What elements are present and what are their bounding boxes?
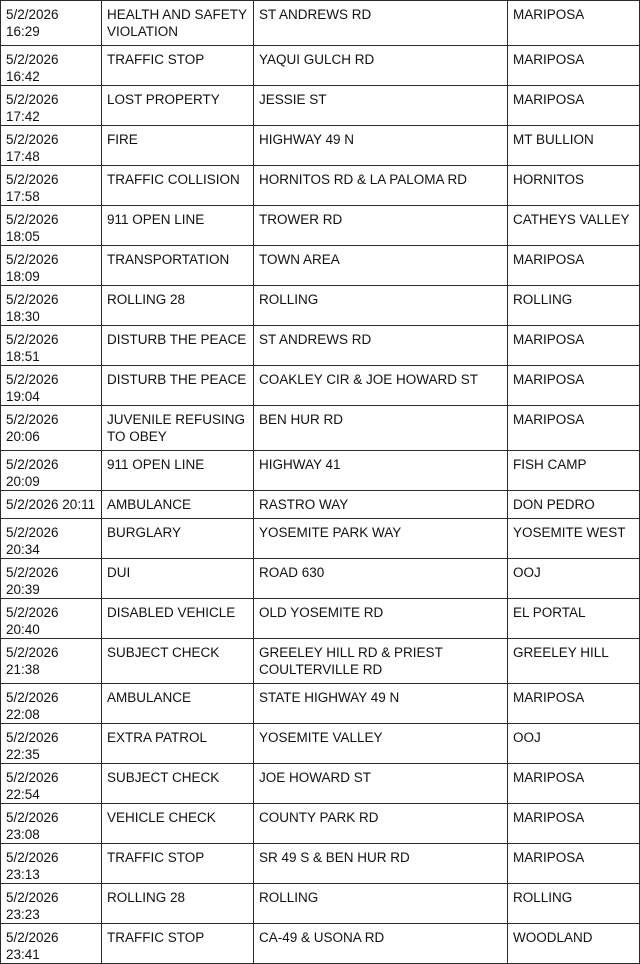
incident-area-cell: FISH CAMP xyxy=(508,451,640,491)
incident-area-cell: MARIPOSA xyxy=(508,684,640,724)
incident-area-cell: MARIPOSA xyxy=(508,406,640,451)
incident-location-cell: CA-49 & USONA RD xyxy=(254,924,508,964)
incident-location-cell: ST ANDREWS RD xyxy=(254,1,508,46)
incident-area-cell: MARIPOSA xyxy=(508,1,640,46)
incident-location-cell: HORNITOS RD & LA PALOMA RD xyxy=(254,166,508,206)
table-row xyxy=(1,924,640,964)
table-row xyxy=(1,366,640,406)
incident-datetime-cell: 5/2/2026 17:58 xyxy=(1,166,102,206)
incident-datetime-cell: 5/2/2026 23:23 xyxy=(1,884,102,924)
incident-datetime-cell: 5/2/2026 18:09 xyxy=(1,246,102,286)
incident-type-cell: DISTURB THE PEACE xyxy=(102,366,254,406)
table-row xyxy=(1,451,640,491)
incident-area-cell: CATHEYS VALLEY xyxy=(508,206,640,246)
table-row xyxy=(1,559,640,599)
incident-log-body xyxy=(1,1,640,964)
incident-type-cell: LOST PROPERTY xyxy=(102,86,254,126)
incident-type-cell: JUVENILE REFUSING TO OBEY xyxy=(102,406,254,451)
incident-area-cell: MARIPOSA xyxy=(508,804,640,844)
incident-datetime-cell: 5/2/2026 20:34 xyxy=(1,519,102,559)
incident-area-cell: MARIPOSA xyxy=(508,366,640,406)
incident-type-cell: EXTRA PATROL xyxy=(102,724,254,764)
incident-location-cell: GREELEY HILL RD & PRIEST COULTERVILLE RD xyxy=(254,639,508,684)
incident-type-cell: ROLLING 28 xyxy=(102,286,254,326)
incident-location-cell: COUNTY PARK RD xyxy=(254,804,508,844)
incident-location-cell: ROLLING xyxy=(254,884,508,924)
incident-type-cell: FIRE xyxy=(102,126,254,166)
incident-location-cell: STATE HIGHWAY 49 N xyxy=(254,684,508,724)
incident-datetime-cell: 5/2/2026 19:04 xyxy=(1,366,102,406)
table-row xyxy=(1,126,640,166)
incident-type-cell: VEHICLE CHECK xyxy=(102,804,254,844)
incident-area-cell: MARIPOSA xyxy=(508,326,640,366)
incident-datetime-cell: 5/2/2026 21:38 xyxy=(1,639,102,684)
incident-datetime-cell: 5/2/2026 20:06 xyxy=(1,406,102,451)
incident-area-cell: ROLLING xyxy=(508,286,640,326)
incident-datetime-cell: 5/2/2026 22:35 xyxy=(1,724,102,764)
incident-location-cell: SR 49 S & BEN HUR RD xyxy=(254,844,508,884)
incident-area-cell: GREELEY HILL xyxy=(508,639,640,684)
table-row xyxy=(1,599,640,639)
incident-type-cell: ROLLING 28 xyxy=(102,884,254,924)
table-row xyxy=(1,326,640,366)
incident-datetime-cell: 5/2/2026 16:29 xyxy=(1,1,102,46)
incident-type-cell: AMBULANCE xyxy=(102,491,254,519)
incident-type-cell: TRAFFIC COLLISION xyxy=(102,166,254,206)
table-row xyxy=(1,491,640,519)
incident-datetime-cell: 5/2/2026 22:54 xyxy=(1,764,102,804)
incident-type-cell: TRAFFIC STOP xyxy=(102,924,254,964)
incident-type-cell: SUBJECT CHECK xyxy=(102,639,254,684)
table-row xyxy=(1,1,640,46)
incident-datetime-cell: 5/2/2026 18:05 xyxy=(1,206,102,246)
table-row xyxy=(1,286,640,326)
incident-location-cell: YOSEMITE PARK WAY xyxy=(254,519,508,559)
incident-location-cell: HIGHWAY 41 xyxy=(254,451,508,491)
incident-type-cell: BURGLARY xyxy=(102,519,254,559)
table-row xyxy=(1,764,640,804)
incident-datetime-cell: 5/2/2026 18:30 xyxy=(1,286,102,326)
incident-area-cell: MARIPOSA xyxy=(508,46,640,86)
incident-location-cell: ROAD 630 xyxy=(254,559,508,599)
incident-datetime-cell: 5/2/2026 20:11 xyxy=(1,491,102,519)
incident-datetime-cell: 5/2/2026 18:51 xyxy=(1,326,102,366)
incident-location-cell: JESSIE ST xyxy=(254,86,508,126)
incident-type-cell: 911 OPEN LINE xyxy=(102,206,254,246)
incident-datetime-cell: 5/2/2026 17:42 xyxy=(1,86,102,126)
incident-location-cell: JOE HOWARD ST xyxy=(254,764,508,804)
incident-type-cell: 911 OPEN LINE xyxy=(102,451,254,491)
table-row xyxy=(1,46,640,86)
incident-area-cell: OOJ xyxy=(508,724,640,764)
incident-area-cell: WOODLAND xyxy=(508,924,640,964)
table-row xyxy=(1,406,640,451)
table-row xyxy=(1,206,640,246)
table-row xyxy=(1,684,640,724)
incident-area-cell: HORNITOS xyxy=(508,166,640,206)
incident-datetime-cell: 5/2/2026 16:42 xyxy=(1,46,102,86)
table-row xyxy=(1,246,640,286)
incident-datetime-cell: 5/2/2026 17:48 xyxy=(1,126,102,166)
table-row xyxy=(1,804,640,844)
incident-area-cell: ROLLING xyxy=(508,884,640,924)
incident-datetime-cell: 5/2/2026 23:13 xyxy=(1,844,102,884)
incident-area-cell: MARIPOSA xyxy=(508,764,640,804)
table-row xyxy=(1,639,640,684)
incident-area-cell: MARIPOSA xyxy=(508,844,640,884)
incident-datetime-cell: 5/2/2026 23:41 xyxy=(1,924,102,964)
incident-location-cell: OLD YOSEMITE RD xyxy=(254,599,508,639)
table-row xyxy=(1,724,640,764)
incident-location-cell: YOSEMITE VALLEY xyxy=(254,724,508,764)
incident-location-cell: BEN HUR RD xyxy=(254,406,508,451)
incident-area-cell: MT BULLION xyxy=(508,126,640,166)
incident-location-cell: TROWER RD xyxy=(254,206,508,246)
incident-location-cell: COAKLEY CIR & JOE HOWARD ST xyxy=(254,366,508,406)
incident-type-cell: TRAFFIC STOP xyxy=(102,844,254,884)
incident-area-cell: OOJ xyxy=(508,559,640,599)
incident-type-cell: DUI xyxy=(102,559,254,599)
incident-type-cell: TRANSPORTATION xyxy=(102,246,254,286)
table-row xyxy=(1,844,640,884)
incident-area-cell: MARIPOSA xyxy=(508,246,640,286)
incident-area-cell: YOSEMITE WEST xyxy=(508,519,640,559)
incident-type-cell: TRAFFIC STOP xyxy=(102,46,254,86)
incident-type-cell: DISTURB THE PEACE xyxy=(102,326,254,366)
incident-type-cell: HEALTH AND SAFETY VIOLATION xyxy=(102,1,254,46)
table-row xyxy=(1,519,640,559)
incident-area-cell: DON PEDRO xyxy=(508,491,640,519)
incident-datetime-cell: 5/2/2026 22:08 xyxy=(1,684,102,724)
incident-location-cell: HIGHWAY 49 N xyxy=(254,126,508,166)
incident-datetime-cell: 5/2/2026 20:40 xyxy=(1,599,102,639)
incident-area-cell: EL PORTAL xyxy=(508,599,640,639)
incident-location-cell: TOWN AREA xyxy=(254,246,508,286)
incident-location-cell: RASTRO WAY xyxy=(254,491,508,519)
incident-type-cell: SUBJECT CHECK xyxy=(102,764,254,804)
incident-location-cell: YAQUI GULCH RD xyxy=(254,46,508,86)
incident-type-cell: AMBULANCE xyxy=(102,684,254,724)
table-row xyxy=(1,884,640,924)
incident-datetime-cell: 5/2/2026 23:08 xyxy=(1,804,102,844)
incident-area-cell: MARIPOSA xyxy=(508,86,640,126)
incident-location-cell: ROLLING xyxy=(254,286,508,326)
table-row xyxy=(1,166,640,206)
incident-datetime-cell: 5/2/2026 20:39 xyxy=(1,559,102,599)
table-row xyxy=(1,86,640,126)
incident-location-cell: ST ANDREWS RD xyxy=(254,326,508,366)
incident-datetime-cell: 5/2/2026 20:09 xyxy=(1,451,102,491)
incident-type-cell: DISABLED VEHICLE xyxy=(102,599,254,639)
